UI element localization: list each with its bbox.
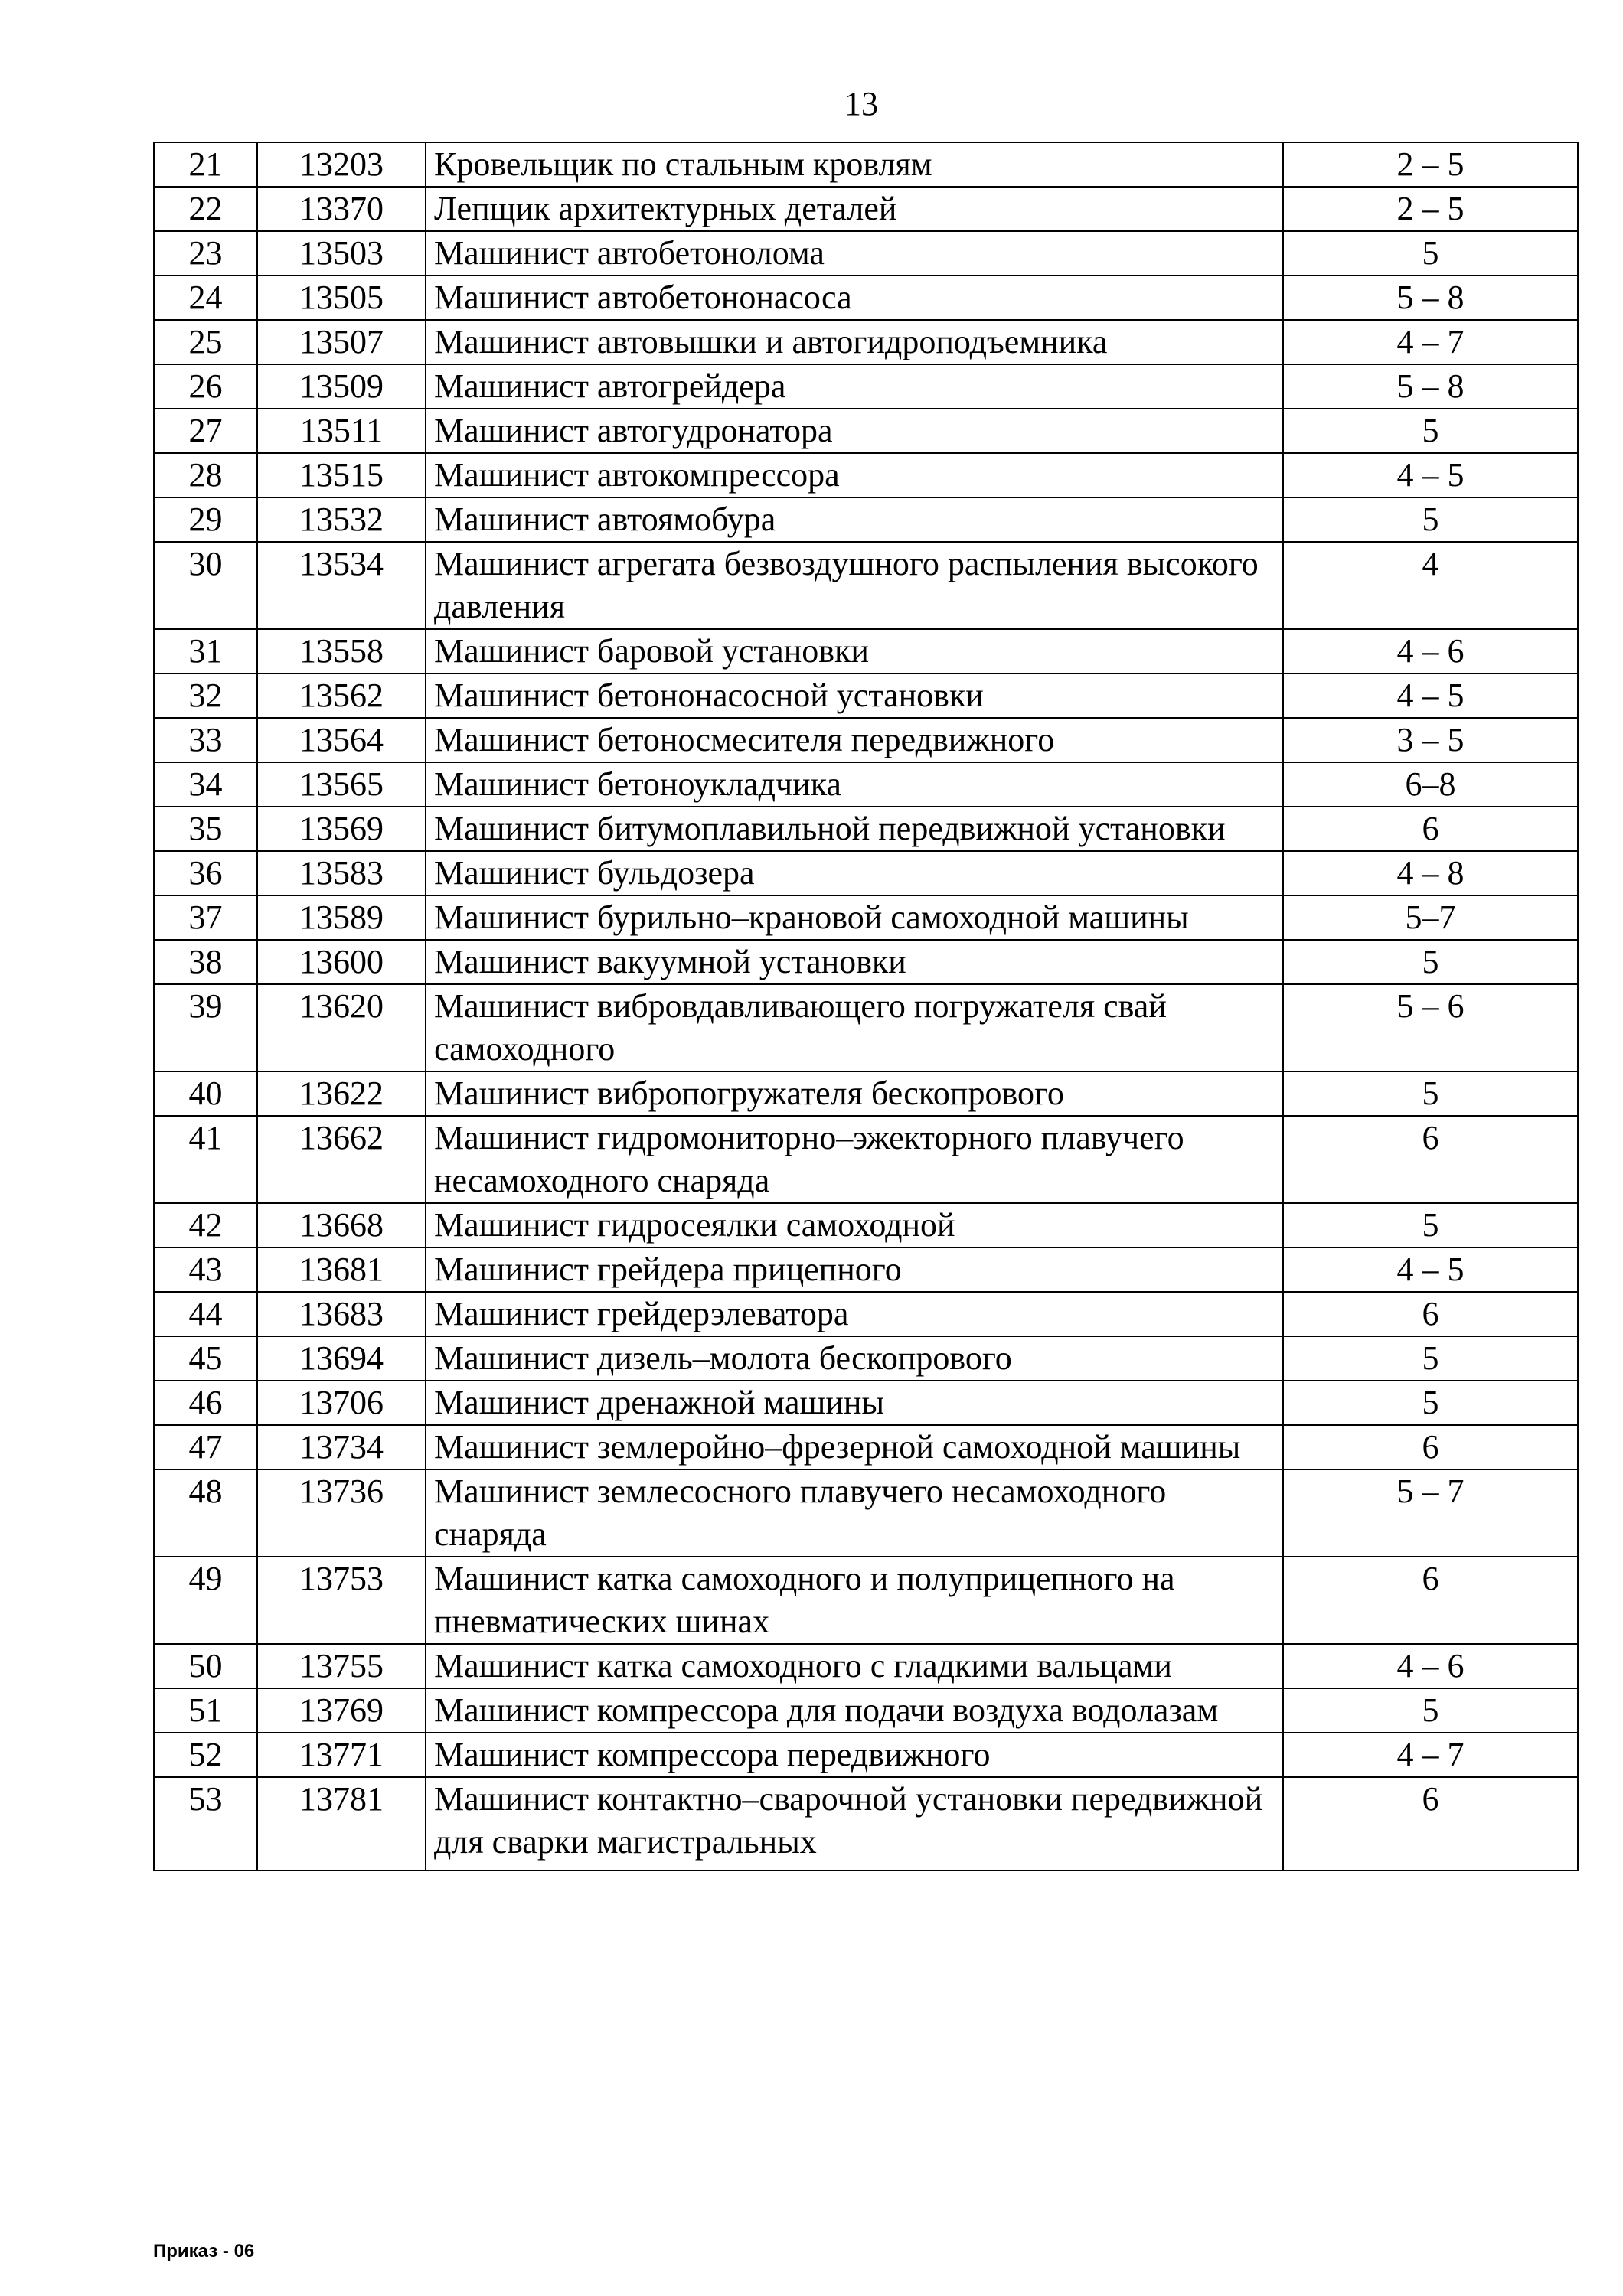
table-row (154, 1116, 1578, 1203)
grade-range: 4 – 6 (1283, 1644, 1578, 1688)
profession-code: 13503 (257, 231, 426, 276)
table-row (154, 1688, 1578, 1733)
profession-name: Машинист контактно–сварочной установки передвижной для сварки магистральных (426, 1777, 1283, 1870)
row-number: 31 (154, 629, 257, 673)
row-number: 36 (154, 851, 257, 895)
profession-code: 13203 (257, 142, 426, 187)
profession-name: Машинист компрессора передвижного (426, 1733, 1283, 1777)
row-number: 35 (154, 807, 257, 851)
grade-range: 4 – 5 (1283, 453, 1578, 497)
table-row (154, 1247, 1578, 1292)
row-number: 33 (154, 718, 257, 762)
profession-name: Лепщик архитектурных деталей (426, 187, 1283, 231)
profession-code: 13681 (257, 1247, 426, 1292)
profession-code: 13620 (257, 984, 426, 1071)
row-number: 39 (154, 984, 257, 1071)
profession-code: 13562 (257, 673, 426, 718)
profession-name: Машинист бетоноукладчика (426, 762, 1283, 807)
grade-range: 4 – 5 (1283, 673, 1578, 718)
grade-range: 5 (1283, 497, 1578, 542)
profession-name: Машинист бульдозера (426, 851, 1283, 895)
profession-code: 13534 (257, 542, 426, 629)
profession-code: 13370 (257, 187, 426, 231)
grade-range: 5 (1283, 1336, 1578, 1381)
profession-code: 13694 (257, 1336, 426, 1381)
professions-table (153, 142, 1579, 1871)
profession-code: 13600 (257, 940, 426, 984)
profession-name: Кровельщик по стальным кровлям (426, 142, 1283, 187)
table-row (154, 187, 1578, 231)
profession-name: Машинист дренажной машины (426, 1381, 1283, 1425)
profession-name: Машинист катка самоходного с гладкими вальцами (426, 1644, 1283, 1688)
table-row (154, 1733, 1578, 1777)
table-row (154, 762, 1578, 807)
table-row (154, 1071, 1578, 1116)
grade-range: 5 – 8 (1283, 276, 1578, 320)
profession-code: 13753 (257, 1557, 426, 1644)
row-number: 24 (154, 276, 257, 320)
table-row (154, 851, 1578, 895)
profession-name: Машинист автобетононасоса (426, 276, 1283, 320)
profession-name: Машинист автогудронатора (426, 409, 1283, 453)
profession-code: 13683 (257, 1292, 426, 1336)
table-row (154, 231, 1578, 276)
profession-code: 13755 (257, 1644, 426, 1688)
grade-range: 6 (1283, 1116, 1578, 1203)
footer-label: Приказ - 06 (153, 2241, 255, 2262)
grade-range: 4 (1283, 542, 1578, 629)
grade-range: 6 (1283, 807, 1578, 851)
profession-name: Машинист автовышки и автогидроподъемника (426, 320, 1283, 364)
table-row (154, 1557, 1578, 1644)
profession-code: 13781 (257, 1777, 426, 1870)
table-row (154, 629, 1578, 673)
profession-name: Машинист автоямобура (426, 497, 1283, 542)
profession-name: Машинист агрегата безвоздушного распыления высокого давления (426, 542, 1283, 629)
row-number: 46 (154, 1381, 257, 1425)
profession-name: Машинист автогрейдера (426, 364, 1283, 409)
profession-name: Машинист грейдера прицепного (426, 1247, 1283, 1292)
table-row (154, 542, 1578, 629)
row-number: 32 (154, 673, 257, 718)
table-row (154, 142, 1578, 187)
grade-range: 4 – 7 (1283, 1733, 1578, 1777)
row-number: 50 (154, 1644, 257, 1688)
table-row (154, 276, 1578, 320)
profession-code: 13769 (257, 1688, 426, 1733)
row-number: 23 (154, 231, 257, 276)
grade-range: 2 – 5 (1283, 187, 1578, 231)
profession-code: 13706 (257, 1381, 426, 1425)
row-number: 34 (154, 762, 257, 807)
table-row (154, 409, 1578, 453)
grade-range: 2 – 5 (1283, 142, 1578, 187)
profession-name: Машинист бетононасосной установки (426, 673, 1283, 718)
grade-range: 4 – 7 (1283, 320, 1578, 364)
grade-range: 5 – 6 (1283, 984, 1578, 1071)
grade-range: 6 (1283, 1557, 1578, 1644)
profession-code: 13509 (257, 364, 426, 409)
grade-range: 4 – 8 (1283, 851, 1578, 895)
profession-name: Машинист катка самоходного и полуприцепного на пневматических шинах (426, 1557, 1283, 1644)
profession-code: 13532 (257, 497, 426, 542)
profession-code: 13668 (257, 1203, 426, 1247)
profession-code: 13583 (257, 851, 426, 895)
grade-range: 5 (1283, 1381, 1578, 1425)
row-number: 42 (154, 1203, 257, 1247)
row-number: 30 (154, 542, 257, 629)
profession-name: Машинист вибровдавливающего погружателя свай самоходного (426, 984, 1283, 1071)
table-row (154, 453, 1578, 497)
table-row (154, 1425, 1578, 1469)
grade-range: 5 (1283, 1071, 1578, 1116)
table-row (154, 1644, 1578, 1688)
table-row (154, 364, 1578, 409)
profession-code: 13734 (257, 1425, 426, 1469)
row-number: 41 (154, 1116, 257, 1203)
profession-code: 13515 (257, 453, 426, 497)
profession-name: Машинист дизель–молота бескопрового (426, 1336, 1283, 1381)
profession-name: Машинист бетоносмесителя передвижного (426, 718, 1283, 762)
profession-name: Машинист бурильно–крановой самоходной машины (426, 895, 1283, 940)
table-row (154, 497, 1578, 542)
table-body (154, 142, 1578, 1870)
profession-code: 13736 (257, 1469, 426, 1557)
table-row (154, 320, 1578, 364)
grade-range: 5 – 8 (1283, 364, 1578, 409)
row-number: 52 (154, 1733, 257, 1777)
profession-name: Машинист баровой установки (426, 629, 1283, 673)
row-number: 43 (154, 1247, 257, 1292)
grade-range: 6 (1283, 1292, 1578, 1336)
profession-name: Машинист землеройно–фрезерной самоходной машины (426, 1425, 1283, 1469)
row-number: 48 (154, 1469, 257, 1557)
row-number: 22 (154, 187, 257, 231)
row-number: 45 (154, 1336, 257, 1381)
profession-code: 13511 (257, 409, 426, 453)
profession-code: 13589 (257, 895, 426, 940)
grade-range: 6–8 (1283, 762, 1578, 807)
row-number: 53 (154, 1777, 257, 1870)
row-number: 49 (154, 1557, 257, 1644)
table-row (154, 718, 1578, 762)
table-row (154, 1777, 1578, 1870)
table-row (154, 984, 1578, 1071)
row-number: 29 (154, 497, 257, 542)
grade-range: 5 (1283, 231, 1578, 276)
table-row (154, 940, 1578, 984)
row-number: 25 (154, 320, 257, 364)
profession-name: Машинист битумоплавильной передвижной установки (426, 807, 1283, 851)
row-number: 26 (154, 364, 257, 409)
table-row (154, 673, 1578, 718)
page-number: 13 (844, 85, 878, 122)
table-row (154, 1292, 1578, 1336)
row-number: 40 (154, 1071, 257, 1116)
table-row (154, 1381, 1578, 1425)
profession-code: 13558 (257, 629, 426, 673)
profession-code: 13507 (257, 320, 426, 364)
profession-code: 13662 (257, 1116, 426, 1203)
grade-range: 4 – 6 (1283, 629, 1578, 673)
row-number: 37 (154, 895, 257, 940)
profession-name: Машинист компрессора для подачи воздуха водолазам (426, 1688, 1283, 1733)
profession-name: Машинист гидромониторно–эжекторного плавучего несамоходного снаряда (426, 1116, 1283, 1203)
grade-range: 5–7 (1283, 895, 1578, 940)
table-row (154, 1203, 1578, 1247)
table-row (154, 807, 1578, 851)
row-number: 44 (154, 1292, 257, 1336)
row-number: 38 (154, 940, 257, 984)
row-number: 27 (154, 409, 257, 453)
profession-name: Машинист вибропогружателя бескопрового (426, 1071, 1283, 1116)
table-row (154, 1469, 1578, 1557)
grade-range: 5 (1283, 940, 1578, 984)
profession-code: 13771 (257, 1733, 426, 1777)
profession-code: 13622 (257, 1071, 426, 1116)
grade-range: 5 (1283, 1688, 1578, 1733)
profession-name: Машинист автокомпрессора (426, 453, 1283, 497)
grade-range: 5 – 7 (1283, 1469, 1578, 1557)
row-number: 47 (154, 1425, 257, 1469)
grade-range: 4 – 5 (1283, 1247, 1578, 1292)
grade-range: 6 (1283, 1425, 1578, 1469)
row-number: 51 (154, 1688, 257, 1733)
grade-range: 6 (1283, 1777, 1578, 1870)
profession-name: Машинист вакуумной установки (426, 940, 1283, 984)
grade-range: 3 – 5 (1283, 718, 1578, 762)
profession-name: Машинист гидросеялки самоходной (426, 1203, 1283, 1247)
profession-name: Машинист автобетонолома (426, 231, 1283, 276)
profession-name: Машинист землесосного плавучего несамоходного снаряда (426, 1469, 1283, 1557)
table-row (154, 895, 1578, 940)
profession-code: 13564 (257, 718, 426, 762)
profession-code: 13565 (257, 762, 426, 807)
profession-code: 13505 (257, 276, 426, 320)
row-number: 28 (154, 453, 257, 497)
row-number: 21 (154, 142, 257, 187)
grade-range: 5 (1283, 409, 1578, 453)
table-row (154, 1336, 1578, 1381)
grade-range: 5 (1283, 1203, 1578, 1247)
profession-name: Машинист грейдерэлеватора (426, 1292, 1283, 1336)
profession-code: 13569 (257, 807, 426, 851)
